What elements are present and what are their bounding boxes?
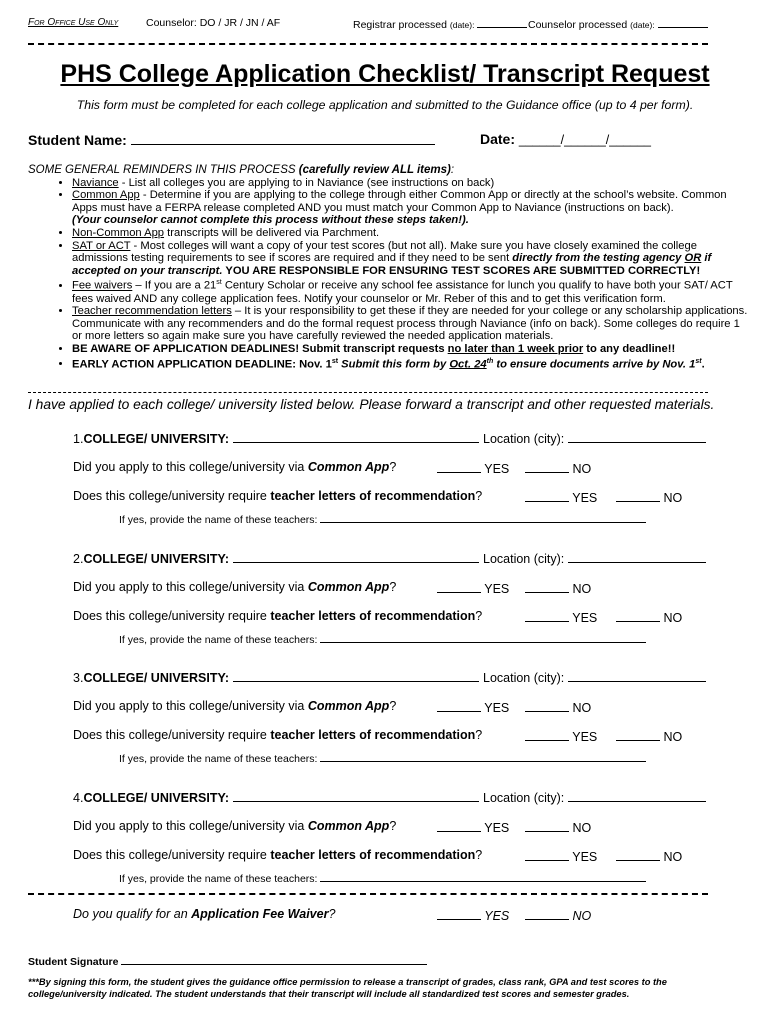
college-3-location-row — [483, 669, 706, 685]
teachers-label: If yes, provide the name of these teachers: — [119, 634, 318, 646]
college-2-letters-no — [616, 609, 682, 625]
signature-field[interactable] — [121, 954, 427, 965]
location-label: Location (city): — [483, 432, 565, 446]
college-4-name-row — [73, 789, 479, 805]
yes-label: YES — [484, 462, 510, 476]
college-2-teachers-field[interactable] — [320, 632, 646, 643]
college-4-letters-no-field[interactable] — [616, 848, 660, 861]
q1-c: ? — [389, 460, 397, 474]
college-3-location-field[interactable] — [568, 669, 706, 682]
reminders-section — [28, 164, 748, 371]
office-divider — [28, 43, 708, 45]
registrar-label: Registrar processed — [353, 19, 447, 31]
college-1-letters-no — [616, 489, 682, 505]
college-number: 3. — [73, 671, 84, 685]
date-row — [480, 131, 651, 147]
list-item — [72, 305, 748, 343]
college-label: COLLEGE/ UNIVERSITY: — [83, 552, 230, 566]
q2-c: ? — [475, 848, 483, 862]
reminders-heading — [28, 164, 748, 177]
fee-waivers-link[interactable]: Fee waivers — [72, 280, 133, 293]
college-4-location-row — [483, 789, 706, 805]
early-sup3: st — [695, 357, 702, 365]
yes-label: YES — [484, 701, 510, 715]
q1-common-app: Common App — [307, 580, 390, 594]
college-1-name-row — [73, 430, 479, 446]
naviance-text: - List all colleges you are applying to in Naviance (see instructions on back) — [118, 176, 495, 189]
q1-a: Did you apply to this college/university via — [73, 460, 308, 474]
college-4-name-field[interactable] — [233, 789, 479, 802]
college-1-location-field[interactable] — [568, 430, 706, 443]
q1-c: ? — [389, 699, 397, 713]
college-1-common-app-question — [73, 460, 396, 474]
list-item — [72, 343, 748, 356]
q2-a: Does this college/university require — [73, 609, 271, 623]
reminders-divider — [28, 392, 708, 393]
college-4-common-app-no-field[interactable] — [525, 819, 569, 832]
college-2-letters-question — [73, 609, 482, 623]
college-4-letters-yes-field[interactable] — [525, 848, 569, 861]
college-4-letters-yes — [525, 848, 597, 864]
college-2-location-field[interactable] — [568, 550, 706, 563]
fee-waiver-a: Do you qualify for an — [73, 907, 192, 921]
fee-waivers-sup: st — [216, 279, 222, 287]
sat-act-text: - Most colleges will want a copy of your test scores (but not all). Make sure you have closely examined the college admissions testing requirements to see if scores are required and if they need to be sent — [72, 239, 697, 265]
signature-row — [28, 954, 427, 968]
common-app-warning: (Your counselor cannot complete this process without these steps taken!). — [72, 214, 469, 227]
college-3-letters-no-field[interactable] — [616, 728, 660, 741]
college-2-teachers-row — [119, 632, 646, 646]
q2-c: ? — [475, 728, 483, 742]
college-4-common-app-question — [73, 819, 396, 833]
yes-label: YES — [484, 582, 510, 596]
deadline-b: to any deadline!! — [583, 343, 676, 356]
college-number: 4. — [73, 791, 84, 805]
q2-c: ? — [475, 489, 483, 503]
college-1-name-field[interactable] — [233, 430, 479, 443]
counselor-date-field[interactable] — [658, 17, 708, 28]
college-3-teachers-row — [119, 751, 646, 765]
teacher-rec-text: – It is your responsibility to get these if they are needed for your college or any scholarship applications. Communicate with any recommenders and do the formal request process through Naviance (info on back). Some colleges do require 1 or more letters so again make sure you have carefully reviewed the needed application materials. — [72, 305, 748, 343]
college-3-letters-question — [73, 728, 482, 742]
fee-waivers-text-a: – If you are a 21 — [132, 280, 217, 293]
college-4-location-field[interactable] — [568, 789, 706, 802]
fee-waiver-yes-field[interactable] — [437, 907, 481, 920]
q1-c: ? — [389, 580, 397, 594]
q2-c: ? — [475, 609, 483, 623]
yes-label: YES — [484, 821, 510, 835]
student-name-label: Student Name: — [28, 132, 127, 148]
q1-common-app: Common App — [307, 819, 390, 833]
college-3-common-app-no — [525, 699, 591, 715]
fee-waiver-no-field[interactable] — [525, 907, 569, 920]
college-2-common-app-no — [525, 580, 591, 596]
counselor-date-label: (date): — [630, 20, 655, 30]
college-1-location-row — [483, 430, 706, 446]
list-item — [72, 177, 748, 190]
non-common-app-text: transcripts will be delivered via Parchment. — [164, 226, 380, 239]
sat-act-if: if accepted on your transcript. — [72, 252, 712, 277]
no-label: NO — [572, 701, 592, 715]
teachers-label: If yes, provide the name of these teachers: — [119, 873, 318, 885]
college-3-letters-yes-field[interactable] — [525, 728, 569, 741]
student-name-row — [28, 131, 435, 148]
college-4-letters-question — [73, 848, 482, 862]
no-label: NO — [572, 462, 592, 476]
college-3-letters-yes — [525, 728, 597, 744]
list-item — [72, 356, 748, 371]
college-4-common-app-no — [525, 819, 591, 835]
counselor-codes: Counselor: DO / JR / JN / AF — [146, 17, 281, 29]
college-2-common-app-question — [73, 580, 396, 594]
q1-common-app: Common App — [307, 699, 390, 713]
college-4-common-app-yes — [437, 819, 509, 835]
college-2-name-row — [73, 550, 479, 566]
reminders-heading-bold: (carefully review ALL items) — [298, 164, 451, 176]
early-date: Oct. 24 — [449, 358, 487, 371]
sat-act-or: OR — [684, 252, 702, 265]
college-4-letters-no — [616, 848, 682, 864]
college-2-common-app-yes — [437, 580, 509, 596]
q1-c: ? — [389, 819, 397, 833]
college-number: 2. — [73, 552, 84, 566]
college-3-name-field[interactable] — [233, 669, 479, 682]
fee-waiver-c: ? — [328, 907, 336, 921]
college-1-letters-yes — [525, 489, 597, 505]
q2-a: Does this college/university require — [73, 489, 271, 503]
registrar-date-label: (date): — [449, 20, 475, 30]
q2-letters: teacher letters of recommendation — [270, 848, 476, 862]
no-label: NO — [663, 730, 683, 744]
fee-waiver-no-label: NO — [572, 909, 592, 923]
common-app-link[interactable]: Common App — [72, 189, 140, 202]
early-sup2: th — [486, 357, 494, 365]
early-a: EARLY ACTION APPLICATION DEADLINE: Nov. 1 — [72, 358, 332, 371]
college-2-letters-yes — [525, 609, 597, 625]
q2-a: Does this college/university require — [73, 848, 271, 862]
q1-a: Did you apply to this college/university via — [73, 819, 308, 833]
location-label: Location (city): — [483, 671, 565, 685]
college-1-common-app-yes — [437, 460, 509, 476]
fee-waiver-yes — [437, 907, 509, 923]
fee-waiver-question — [73, 907, 335, 921]
college-2-common-app-no-field[interactable] — [525, 580, 569, 593]
deadline-a: BE AWARE OF APPLICATION DEADLINES! Submit transcript requests — [72, 343, 448, 356]
college-1-common-app-no-field[interactable] — [525, 460, 569, 473]
college-1-teachers-row — [119, 512, 646, 526]
college-1-teachers-field[interactable] — [320, 512, 646, 523]
q1-common-app: Common App — [307, 460, 390, 474]
yes-label: YES — [572, 730, 598, 744]
sat-act-testing-agency: directly from the testing agency — [512, 252, 685, 265]
q1-a: Did you apply to this college/university via — [73, 580, 308, 594]
q2-letters: teacher letters of recommendation — [270, 728, 476, 742]
college-3-common-app-yes-field[interactable] — [437, 699, 481, 712]
non-common-app-link[interactable]: Non-Common App — [72, 226, 165, 239]
early-c: to ensure documents arrive by Nov. 1 — [493, 358, 696, 371]
early-d: . — [701, 358, 705, 371]
list-item — [72, 189, 748, 227]
applied-statement: I have applied to each college/ university listed below. Please forward a transcript and other requested materials. — [28, 397, 715, 412]
no-label: NO — [663, 850, 683, 864]
college-1-letters-question — [73, 489, 482, 503]
college-3-name-row — [73, 669, 479, 685]
fee-waivers-text-b: Century Scholar or receive any school fee assistance for lunch you qualify to have both your SAT/ ACT fees waived AND any college application fees. Notify your counselor or Mr. Reber of this and to get this verification form. — [72, 280, 733, 305]
college-1-common-app-yes-field[interactable] — [437, 460, 481, 473]
college-number: 1. — [73, 432, 84, 446]
location-label: Location (city): — [483, 552, 565, 566]
signature-label: Student Signature — [28, 956, 119, 968]
student-name-field[interactable] — [131, 131, 435, 145]
college-label: COLLEGE/ UNIVERSITY: — [83, 432, 230, 446]
college-4-common-app-yes-field[interactable] — [437, 819, 481, 832]
no-label: NO — [663, 491, 683, 505]
college-4-teachers-row — [119, 871, 646, 885]
date-label: Date: — [480, 131, 516, 147]
location-label: Location (city): — [483, 791, 565, 805]
college-1-letters-no-field[interactable] — [616, 489, 660, 502]
fee-divider — [28, 893, 708, 895]
page-title: PHS College Application Checklist/ Transcript Request — [60, 60, 710, 88]
college-3-common-app-question — [73, 699, 396, 713]
q1-a: Did you apply to this college/university via — [73, 699, 308, 713]
reminders-heading-colon: : — [450, 164, 455, 176]
teachers-label: If yes, provide the name of these teachers: — [119, 514, 318, 526]
footer-disclaimer: ***By signing this form, the student gives the guidance office permission to release a transcript of grades, class rank, GPA and test scores to the college/university indicated. The student understands that their transcript will include all standardized test scores and semester grades. — [28, 977, 667, 999]
fee-waiver-yes-label: YES — [484, 909, 510, 923]
college-3-common-app-no-field[interactable] — [525, 699, 569, 712]
list-item — [72, 277, 748, 305]
college-3-teachers-field[interactable] — [320, 751, 646, 762]
reminders-heading-text: SOME GENERAL REMINDERS IN THIS PROCESS — [28, 164, 296, 176]
college-2-location-row — [483, 550, 706, 566]
college-4-teachers-field[interactable] — [320, 871, 646, 882]
date-field[interactable]: ______/______/______ — [518, 133, 651, 147]
registrar-processed — [353, 17, 527, 31]
no-label: NO — [572, 582, 592, 596]
deadline-underline: no later than 1 week prior — [447, 343, 584, 356]
common-app-text: - Determine if you are applying to the college through either Common App or directly at the school’s website. Common Apps must have a FERPA release completed AND you must match your Common App to Naviance (instructions on back). — [72, 189, 727, 214]
reminders-list — [28, 177, 748, 371]
college-label: COLLEGE/ UNIVERSITY: — [83, 671, 230, 685]
fee-waiver-b: Application Fee Waiver — [191, 907, 329, 921]
yes-label: YES — [572, 850, 598, 864]
page-subtitle: This form must be completed for each college application and submitted to the Guidance office (up to 4 per form). — [76, 98, 694, 112]
list-item — [72, 227, 748, 240]
office-use-label: For Office Use Only — [28, 17, 119, 28]
college-2-letters-no-field[interactable] — [616, 609, 660, 622]
naviance-link[interactable]: Naviance — [72, 176, 119, 189]
early-b: Submit this form by — [338, 358, 450, 371]
yes-label: YES — [572, 611, 598, 625]
no-label: NO — [663, 611, 683, 625]
college-2-common-app-yes-field[interactable] — [437, 580, 481, 593]
q2-letters: teacher letters of recommendation — [270, 489, 476, 503]
sat-act-warning: YOU ARE RESPONSIBLE FOR ENSURING TEST SCORES ARE SUBMITTED CORRECTLY! — [222, 264, 701, 277]
q2-letters: teacher letters of recommendation — [270, 609, 476, 623]
college-2-name-field[interactable] — [233, 550, 479, 563]
teachers-label: If yes, provide the name of these teachers: — [119, 753, 318, 765]
registrar-date-field[interactable] — [477, 17, 527, 28]
counselor-processed — [528, 17, 708, 31]
teacher-rec-link[interactable]: Teacher recommendation letters — [72, 305, 232, 318]
yes-label: YES — [572, 491, 598, 505]
no-label: NO — [572, 821, 592, 835]
college-3-letters-no — [616, 728, 682, 744]
counselor-processed-label: Counselor processed — [528, 19, 628, 31]
list-item — [72, 240, 748, 278]
early-sup1: st — [331, 357, 339, 365]
college-3-common-app-yes — [437, 699, 509, 715]
college-2-letters-yes-field[interactable] — [525, 609, 569, 622]
sat-act-link[interactable]: SAT or ACT — [72, 239, 131, 252]
q2-a: Does this college/university require — [73, 728, 271, 742]
college-label: COLLEGE/ UNIVERSITY: — [83, 791, 230, 805]
college-1-common-app-no — [525, 460, 591, 476]
college-1-letters-yes-field[interactable] — [525, 489, 569, 502]
fee-waiver-no — [525, 907, 591, 923]
